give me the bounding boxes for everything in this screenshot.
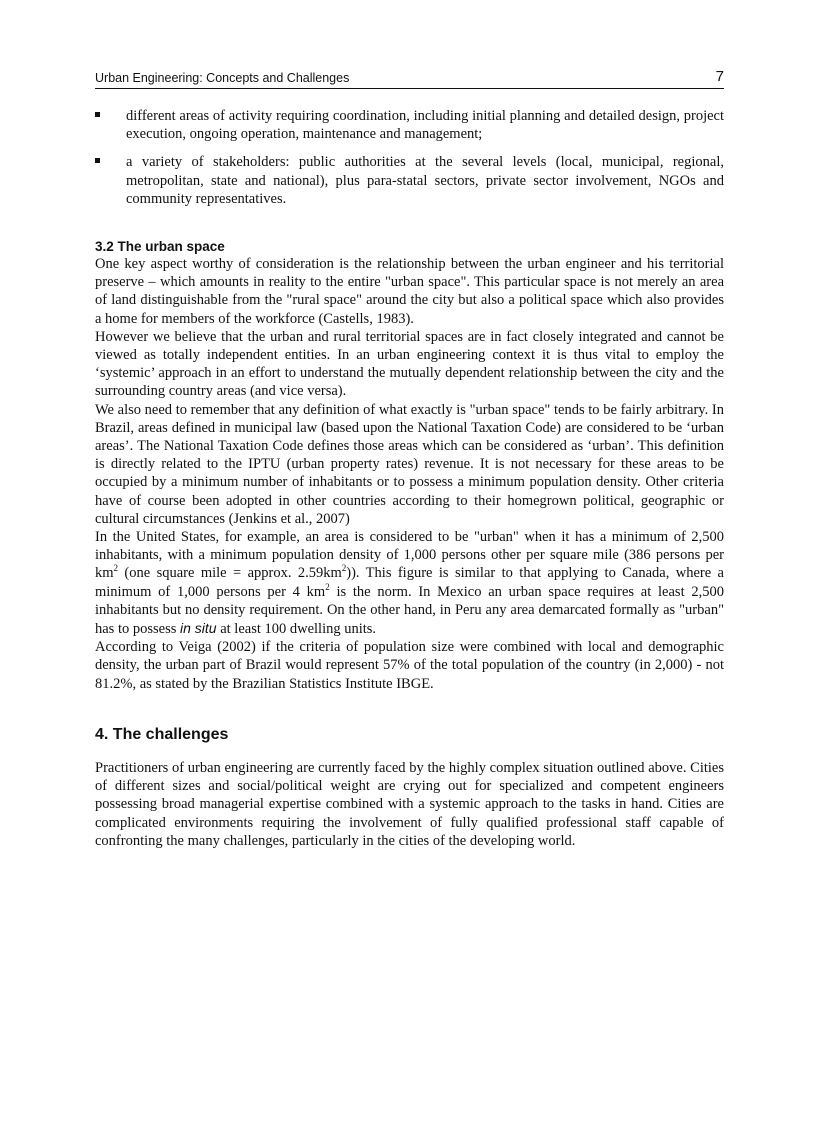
section-heading-challenges: 4. The challenges bbox=[95, 725, 229, 743]
square-bullet-icon bbox=[95, 158, 100, 163]
paragraph-text: In the United States, for example, an area is considered to be "urban" when it has a minimum of 2,500 inhabitants, with a minimum population density of 1,000 persons other per square mile (386 persons per km bbox=[95, 529, 724, 582]
paragraph-text: at least 100 dwelling units. bbox=[216, 621, 377, 638]
paragraph: Practitioners of urban engineering are currently faced by the highly complex situation outlined above. Cities of different sizes and social/political weight are crying out for specialized and competent engineers possessing broad managerial expertise combined with a systemic approach to the tasks in hand. Cities are complicated environments requiring the involvement of fully qualified professional staff capable of confronting the many challenges, particularly in the cities of the developing world. bbox=[95, 759, 724, 849]
paragraph-text: (one square mile = approx. 2.59km bbox=[118, 565, 342, 582]
list-item-text: different areas of activity requiring coordination, including initial planning and detailed design, project execution, ongoing operation, maintenance and management; bbox=[126, 108, 724, 143]
bullet-list bbox=[95, 107, 724, 208]
paragraph: According to Veiga (2002) if the criteria of population size were combined with local and demographic density, the urban part of Brazil would represent 57% of the total population of the country (in 2,000) - not 81.2%, as stated by the Brazilian Statistics Institute IBGE. bbox=[95, 639, 724, 692]
paragraph-text: )). This figure is similar to that applying to Canada, where a minimum of 1,000 persons per 4 km bbox=[95, 565, 724, 600]
square-bullet-icon bbox=[95, 112, 100, 117]
superscript: 2 bbox=[341, 563, 347, 574]
running-header bbox=[95, 68, 724, 89]
paragraph: However we believe that the urban and rural territorial spaces are in fact closely integrated and cannot be viewed as totally independent entities. In an urban engineering context it is thus vital to employ the ‘systemic’ approach in an effort to understand the mutually dependent relationship between the city and the surrounding country areas (and vice versa). bbox=[95, 328, 724, 400]
paragraph: We also need to remember that any definition of what exactly is "urban space" tends to be fairly arbitrary. In Brazil, areas defined in municipal law (based upon the National Taxation Code) are considered to be ‘urban areas’. The National Taxation Code defines those areas which can be considered as ‘urban’. This definition is directly related to the IPTU (urban property rates) revenue. It is not necessary for these areas to be occupied by a minimum number of inhabitants or to possess a minimum population density. Other criteria have of course been adopted in other countries according to their homegrown political, geographic or cultural circumstances (Jenkins et al., 2007) bbox=[95, 401, 724, 527]
italic-term: in situ bbox=[180, 620, 217, 637]
superscript: 2 bbox=[113, 563, 119, 574]
paragraph-text: is the norm. In Mexico an urban space requires at least 2,500 inhabitants but no density requirement. On the other hand, in Peru any area demarcated formally as "urban" has to possess bbox=[95, 583, 724, 638]
paragraph: One key aspect worthy of consideration is the relationship between the urban engineer and his territorial preserve – which amounts in reality to the entire "urban space". This particular space is not merely an area of land distinguishable from the "rural space" around the city but also a political space which also provides a home for members of the workforce (Castells, 1983). bbox=[95, 256, 724, 327]
list-item bbox=[95, 107, 724, 143]
running-title: Urban Engineering: Concepts and Challenges bbox=[95, 71, 350, 85]
page-number: 7 bbox=[715, 68, 724, 85]
paragraph bbox=[95, 528, 724, 638]
list-item-text: a variety of stakeholders: public authorities at the several levels (local, municipal, regional, metropolitan, state and national), plus para-statal sectors, private sector involvement, NGOs and community representatives. bbox=[126, 154, 724, 207]
section-heading-urban-space: 3.2 The urban space bbox=[95, 239, 225, 255]
superscript: 2 bbox=[325, 581, 330, 592]
list-item bbox=[95, 153, 724, 208]
page bbox=[95, 68, 724, 850]
